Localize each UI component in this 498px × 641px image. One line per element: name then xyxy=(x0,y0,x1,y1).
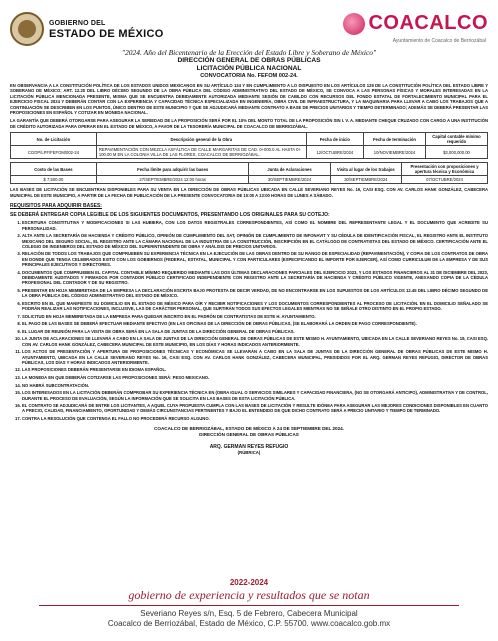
list-item: 9. EL LUGAR DE REUNIÓN PARA LA VISITA DE OBRA SERÁ EN LA SALA DE JUNTAS DE LA DIRECCIÓN GENERAL DE OBRAS PÚBLICAS. xyxy=(22,329,488,334)
flower-icon xyxy=(343,13,365,35)
th-capital: Capital contable mínimo requerido xyxy=(425,133,487,146)
th-end-date: Fecha de terminación xyxy=(363,133,425,146)
bid-table xyxy=(10,132,488,159)
office-title: DIRECCIÓN GENERAL DE OBRAS PÚBLICAS xyxy=(177,57,321,64)
list-item: 14. NO HABRÁ SUBCONTRATACIÓN. xyxy=(22,383,488,388)
list-item: 7. SOLICITUD EN HOJA MEMBRETADA DE LA EMPRESA PARA QUEDAR INSCRITO EN EL PADRÓN DE CONTRATISTAS DE ESTE H. AYUNTAMIENTO. xyxy=(22,314,488,319)
guarantee-paragraph: LA GARANTÍA QUE DEBERÁ OTORGARSE PARA ASEGURAR LA SERIEDAD DE LA PROPOSICIÓN SERÁ POR EL 10% DEL MONTO TOTAL DE LA PROPOSICIÓN SIN I. V. A. MEDIANTE CHEQUE CRUZADO CON CARGO A UNA INSTITUCIÓN DE CRÉDITO AUTORIZADA PARA OPERAR EN EL ESTADO DE MÉXICO, A FAVOR DE LA TESORERÍA MUNICIPAL DE COACALCO DE BERRIOZÁBAL. xyxy=(10,118,488,129)
capital: $3,000,000.00 xyxy=(425,146,487,159)
bases-cost: $ 7,500.00 xyxy=(11,176,97,184)
opening-date: 07/OCTUBRE/2024 xyxy=(402,176,488,184)
footer-address-1: Severiano Reyes s/n, Esq. 5 de Febrero, Cabecera Municipal xyxy=(140,609,358,618)
start-date: 12/OCTUBRE/2024 xyxy=(306,146,363,159)
list-item: 10. LA JUNTA DE ACLARACIONES SE LLEVARÁ A CABO EN LA SALA DE JUNTAS DE LA DIRECCIÓN GENERAL DE OBRAS PÚBLICAS DE ESTE MISMO H. AYUNTAMIENTO, UBICADA EN LA CALLE SEVERIANO REYES No. 19, CASI ESQ. CON AV. CARLOS HANK GONZÁLEZ, CABECERA MUNICIPAL DE ESTE MUNICIPIO, EN LOS DÍAS Y HORAS INDICADOS ANTERIORMENTE. xyxy=(22,336,488,347)
municipality-logo xyxy=(343,12,488,35)
page-header xyxy=(0,10,498,46)
th-opening: Presentación con proposiciones y apertura técnica y Económica xyxy=(402,163,488,176)
footer-years: 2022-2024 xyxy=(229,578,269,587)
signer-note: (RÚBRICA) xyxy=(237,450,261,456)
th-description: Descripción general de la Obra xyxy=(96,133,306,146)
th-site-visit: Visita al lugar de los trabajos xyxy=(330,163,402,176)
requirements-list xyxy=(10,220,488,421)
page-footer xyxy=(0,578,498,629)
signature-block xyxy=(10,426,488,456)
list-item: 13. LA MONEDA EN QUE DEBERÁN COTIZARSE LAS PROPOSICIONES SERÁ: PESO MEXICANO. xyxy=(22,375,488,380)
table-row xyxy=(11,146,488,159)
th-cost: Costo de las Bases xyxy=(11,163,97,176)
bases-note: LAS BASES DE LICITACIÓN SE ENCUENTRAN DISPONIBLES PARA SU VENTA EN LA DIRECCIÓN DE OBRAS PÚBLICAS UBICADA EN CALLE SEVERIANO REYES No. 19, CASI ESQ. CON AV. CARLOS HANK GONZÁLEZ, CABECERA MUNICIPAL DE ESTE MUNICIPIO, A PARTIR DE LA FECHA DE PUBLICACIÓN DE LA PRESENTE CONVOCATORIA DE 10:00 A 13:00 HORAS DE LUNES A SÁBADO. xyxy=(10,187,488,198)
municipality-tagline: Ayuntamiento de Coacalco de Berriozábal xyxy=(392,38,486,44)
list-item: 16. EL CONTRATO SE ADJUDICARÁ DE ENTRE LOS LICITANTES, A AQUEL CUYA PROPUESTA CUMPLA CON LAS BASES DE LICITACIÓN Y RESULTE IDÓNEA PARA ASEGURAR LAS MEJORES CONDICIONES DISPONIBLES EN CUANTO A PRECIO, CALIDAD, FINANCIAMIENTO, OPORTUNIDAD Y DEMÁS CIRCUNSTANCIAS PERTINENTES Y BAJO EL ENTENDIDO DE QUE DICHO CONTRATO SERÁ A PRECIO UNITARIO Y TIEMPO DE TERMINADO. xyxy=(22,403,488,414)
place-office: DIRECCIÓN GENERAL DE OBRAS PÚBLICAS xyxy=(199,432,299,438)
clarifications-date: 30/SEPTIEMBRE/2024 xyxy=(249,176,330,184)
list-item: 17. CONTRA LA RESOLUCIÓN QUE CONTENGA EL FALLO NO PROCEDERÁ RECURSO ALGUNO. xyxy=(22,416,488,421)
call-number: CONVOCATORIA No. FEFOM 002-24. xyxy=(200,73,298,79)
footer-slogan: gobierno de experiencia y resultados que se notan xyxy=(128,588,370,602)
list-item: 4. DOCUMENTOS QUE COMPRUEBEN EL CAPITAL CONTABLE MÍNIMO REQUERIDO MEDIANTE LAS DOS ÚLTIMAS DECLARACIONES PARCIALES DEL EJERCICIO 2023, Y LOS ESTADOS FINANCIEROS AL 31 DE DICIEMBRE DEL 2023, DEBIDAMENTE AUDITADOS Y FIRMADOS POR CONTADOR PÚBLICO CERTIFICADO INDEPENDIENTE CON REGISTRO ANTE LA SECRETARÍA DE HACIENDA Y CRÉDITO PÚBLICO VIGENTE, ANEXANDO COPIA DE LA CÉDULA PROFESIONAL DEL CONTADOR Y DE SU REGISTRO. xyxy=(22,270,488,286)
gov-big-label: ESTADO DE MÉXICO xyxy=(49,28,164,40)
footer-address-2: Coacalco de Berriozábal, Estado de México, C.P. 55700. www.coacalco.gob.mx xyxy=(107,619,391,628)
state-government-logo xyxy=(10,12,164,46)
list-item: 3. RELACIÓN DE TODOS LOS TRABAJOS QUE COMPRUEBEN SU EXPERIENCIA TÉCNICA EN LA EJECUCIÓN DE LAS OBRAS DENTRO DE SU RANGO DE ESPECIALIDAD (REPAVIMENTACIÓN), Y COPIA DE LOS CONTRATOS DE OBRA EN DONDE QUE TENGA CELEBRADOS EXITO CON LOS GOBIERNOS (FEDERAL, ESTATAL, MUNICIPAL Y CON PARTICULARES (ESPECIFICANDO EL IMPORTE POR EJERCER), ASÍ COMO CURRICULUM DE LA EMPRESA Y DE SUS PRINCIPALES EJECUTIVOS Y DIRECTORES. xyxy=(22,251,488,267)
gov-small-label: GOBIERNO DEL xyxy=(49,20,106,27)
list-item: 2. ALTA ANTE LA SECRETARÍA DE HACIENDA Y CRÉDITO PÚBLICO, OPINIÓN DE CUMPLIMIENTO DEL SAT, OPINIÓN DE CUMPLIMIENTO DE INFONAVIT Y SU CÉDULA DE IDENTIFICACIÓN FISCAL, EL REGISTRO ANTE EL INSTITUTO MEXICANO DEL SEGURO SOCIAL, EL REGISTRO ANTE LA CÁMARA NACIONAL DE LA INDUSTRIA DE LA CONSTRUCCIÓN, INSCRIPCIÓN EN EL CATÁLOGO DE CONTRATISTAS DEL ESTADO DE MÉXICO. CERTIFICACIÓN ANTE EL COLEGIO DE INGENIEROS DEL ESTADO DE MÉXICO DEL SUPERINTENDENTE DE OBRA Y ANÁLISIS DE PRECIOS UNITARIOS. xyxy=(22,233,488,249)
bid-number: CGOP/LPF/FEFOM/002-24 xyxy=(11,146,97,159)
document-body xyxy=(10,46,488,456)
list-item: 1. ESCRITURA CONSTITUTIVA Y MODIFICACIONES SI LAS HUBIERA, CON LOS DATOS REGISTRALES CORRESPONDIENTES, ASÍ COMO EL NOMBRE DEL REPRESENTANTE LEGAL Y EL DOCUMENTO QUE ACREDITE SU PERSONALIDAD. xyxy=(22,220,488,231)
footer-divider xyxy=(39,605,459,606)
list-item: 5. PRESENTAR EN HOJA MEMBRETADA DE LA EMPRESA LA DECLARACIÓN ESCRITA BAJO PROTESTA DE DECIR VERDAD, DE NO ENCONTRARSE EN LOS SUPUESTOS DE LOS ARTÍCULOS 12.45 DEL LIBRO DÉCIMO SEGUNDO DE LA OBRA PÚBLICA DEL CÓDIGO ADMINISTRATIVO DEL ESTADO DE MÉXICO. xyxy=(22,288,488,299)
list-item: 8. EL PAGO DE LAS BASES SE DEBERÁ EFECTUAR MEDIANTE EFECTIVO (EN LAS OFICINAS DE LA DIRECCIÓN DE OBRAS PÚBLICAS, (SE ELABORARÁ LA ORDEN DE PAGO CORRESPONDIENTE). xyxy=(22,321,488,326)
intro-paragraph: EN OBSERVANCIA A LA CONSTITUCIÓN POLÍTICA DE LOS ESTADOS UNIDOS MEXICANOS EN SU ARTÍCULO 134 Y EN CUMPLIMIENTO A LO DISPUESTO EN LOS ARTÍCULOS 129 DE LA CONSTITUCIÓN POLÍTICA DEL ESTADO LIBRE Y SOBERANO DE MÉXICO; ART. 12.20 DEL LIBRO DÉCIMO SEGUNDO DE LA OBRA PÚBLICA DEL CÓDIGO ADMINISTRATIVO DEL ESTADO DE MÉXICO, SE CONVOCA A LAS PERSONAS FÍSICAS Y MORALES INTERESADAS EN LA LICITACIÓN PÚBLICA MENCIONADA PRESENTE, MISMA QUE SE ENCUENTRA DEBIDAMENTE AUTORIZADA MEDIANTE SESIÓN DE CABILDO CON RECURSOS DEL FONDO ESTATAL DE FORTALECIMIENTO MUNICIPAL PARA EL EJERCICIO FISCAL 2024 Y DEBERÁN CONTAR CON LA EXPERIENCIA Y CAPACIDAD TÉCNICA ESPECIALIZADA EN INGENIERÍA, OBRA CIVIL DE INFRAESTRUCTURA, Y LA MAQUINARIA PARA LLEVAR A CABO LOS TRABAJOS QUE A CONTINUACIÓN SE DESCRIBEN EN LOS PUNTOS, ÚNICO DENTRO DE ESTE MUNICIPIO Y QUE SE ADJUDICARÁ MEDIANTE CONTRATO A BASE DE PRECIOS UNITARIOS Y TIEMPO DETERMINADO; ADEMÁS SE DEBERÁ PRESENTAR LAS PROPOSICIONES EN ESPAÑOL Y COTIZAR EN MONEDA NACIONAL. xyxy=(10,83,488,116)
schedule-table xyxy=(10,162,488,184)
requirements-title: REQUISITOS PARA ADQUIRIR BASES: xyxy=(10,203,102,210)
list-item: 15. LOS INTERESADOS EN LA LICITACIÓN DEBERÁN COMPROBAR SU EXPERIENCIA TÉCNICA EN (OBRA IGUAL O SERVICIOS SIMILARES Y CAPACIDAD FINANCIERA, (NO SE OTORGARÁ ANTICIPO), ADMINISTRATIVA Y DE CONTROL, DURANTE EL PROCESO DE EVALUACIÓN, SEGÚN LA INFORMACIÓN QUE SE SOLICITA EN LAS BASES DE ESTA LICITACIÓN PÚBLICA. xyxy=(22,390,488,401)
th-clarifications: Junta de Aclaraciones xyxy=(249,163,330,176)
list-item: 6. ESCRITO EN EL QUE MANIFIESTE SU DOMICILIO EN EL ESTADO DE MÉXICO PARA OÍR Y RECIBIR NOTIFICACIONES Y LOS DOCUMENTOS CORRESPONDIENTES AL PROCESO DE LICITACIÓN. EN EL DOMICILIO SEÑALADO SE PODRÁN REALIZAR LAS NOTIFICACIONES, INCLUSIVE, LAS DE CARÁCTER PERSONAL, QUE SURTIRÁN TODOS SUS EFECTOS LEGALES MIENTRAS NO SE SEÑALE OTRO DISTINTO EN EL PROPIO ESTADO. xyxy=(22,301,488,312)
bases-deadline: 27/SEPTIEMBRE/2024 12:00 horas xyxy=(96,176,249,184)
signer-name: ARQ. GERMAN REYES REFUGIO xyxy=(209,444,289,451)
site-visit-date: 30/SEPTIEMBRE/2024 xyxy=(330,176,402,184)
table-row xyxy=(11,176,488,184)
state-seal-icon xyxy=(10,12,44,46)
end-date: 10/NOVIEMBRE/2024 xyxy=(363,146,425,159)
list-item: 12. LAS PROPOSICIONES DEBERÁN PRESENTARSE EN IDIOMA ESPAÑOL. xyxy=(22,367,488,372)
call-title: LICITACIÓN PÚBLICA NACIONAL xyxy=(196,65,302,72)
th-bid-number: No. de Licitación xyxy=(11,133,97,146)
list-item: 11. LOS ACTOS DE PRESENTACIÓN Y APERTURA DE PROPOSICIONES TÉCNICAS Y ECONÓMICAS SE LLEVARÁN A CABO EN LA SALA DE JUNTAS DE LA DIRECCIÓN GENERAL DE OBRAS PÚBLICAS DE ESTE MISMO H. AYUNTAMIENTO, UBICADA EN LA CALLE SEVERIANO REYES No. 19, CASI ESQ. CON AV. CARLOS HANK GONZÁLEZ, CABECERA MUNICIPAL, PRESIDIDOS POR EL ARQ. GERMAN REYES REFUGIO, DIRECTOR DE OBRAS PÚBLICAS, LOS DÍAS Y HORAS INDICADOS ANTERIORMENTE. xyxy=(22,349,488,365)
year-motto: "2024. Año del Bicentenario de la Erección del Estado Libre y Soberano de México" xyxy=(121,48,377,57)
requirements-intro: SE DEBERÁ ENTREGAR COPIA LEGIBLE DE LOS SIGUIENTES DOCUMENTOS, PRESENTANDO LOS ORIGINALES PARA SU COTEJO: xyxy=(10,212,330,219)
place-date: COACALCO DE BERRIOZÁBAL, ESTADO DE MÉXICO A 24 DE SEPTIEMBRE DEL 2024. xyxy=(154,426,344,432)
bid-description: REPAVIMENTACIÓN CON MEZCLA ASFÁLTICA DE CALLE MARGARITAS DE CAD. 0+000.0 AL HASTA 0+ 100.00 M EN LA COLONIA VILLA DE LAS FLORES, COACALCO DE BERRIOZÁBAL. xyxy=(96,146,306,159)
th-start-date: Fecha de inicio xyxy=(306,133,363,146)
municipality-name: COACALCO xyxy=(368,12,488,34)
th-deadline: Fecha límite para adquirir las bases xyxy=(96,163,249,176)
